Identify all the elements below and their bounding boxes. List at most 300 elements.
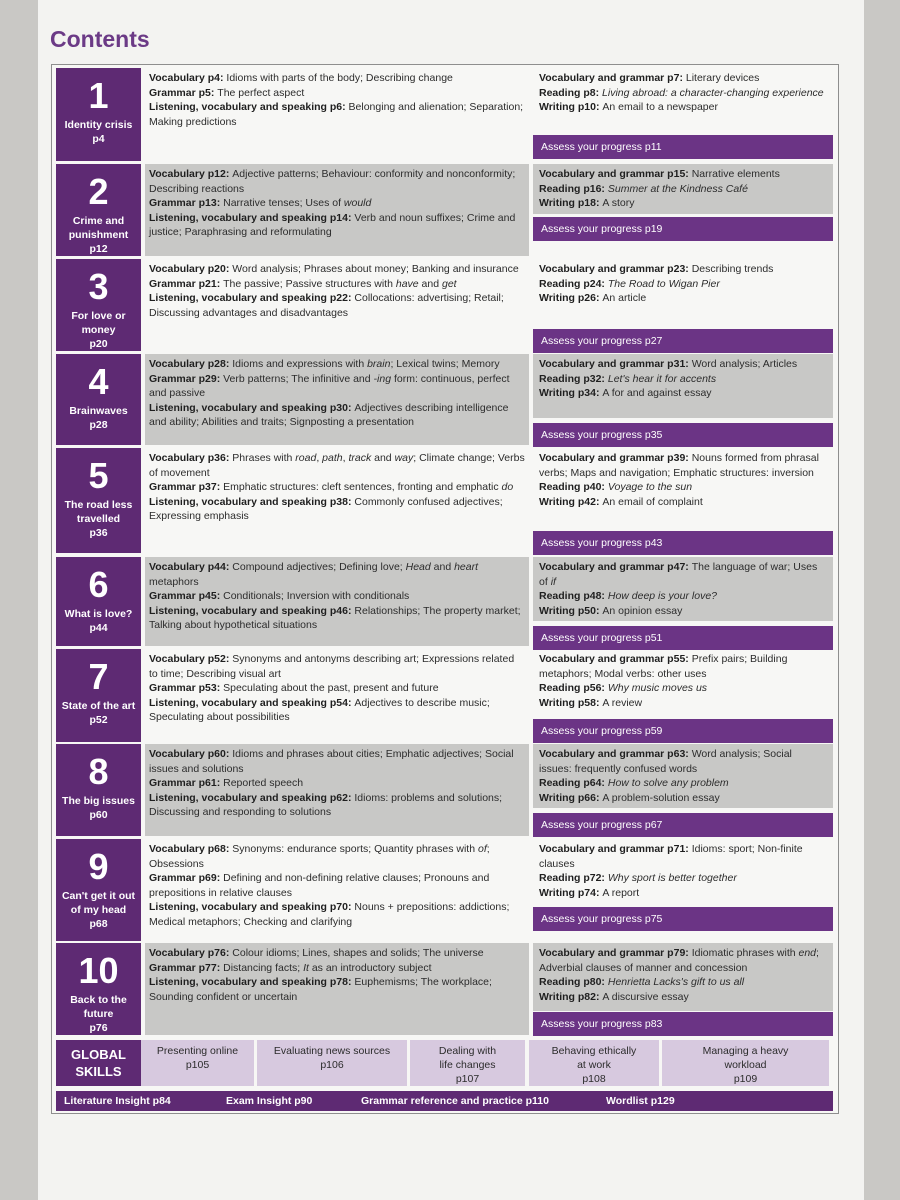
topic-text: An email of complaint: [602, 495, 703, 508]
section-heading: Grammar p13:: [149, 197, 224, 209]
content-line: [149, 211, 525, 240]
section-heading: Grammar p45:: [149, 590, 224, 602]
content-line: [149, 776, 525, 791]
unit-row: [56, 68, 833, 161]
unit-number-block[interactable]: [56, 943, 141, 1035]
content-line: [149, 277, 525, 292]
topic-text: Word analysis; Phrases about money; Banking and insurance: [232, 263, 519, 275]
topic-text: ; Climate change; Verbs of movement: [149, 452, 525, 479]
section-heading: Vocabulary p12:: [149, 168, 233, 180]
unit-right-content: [533, 744, 833, 808]
content-line: [149, 975, 525, 1004]
unit-number: 1: [88, 75, 109, 116]
topic-text: Narrative tenses; Uses of: [223, 197, 344, 209]
section-heading: Vocabulary and grammar p15:: [539, 168, 692, 180]
footer-item-exam-insight[interactable]: Exam Insight p90: [226, 1095, 313, 1107]
unit-right-content: [533, 354, 833, 418]
section-heading: Writing p58:: [539, 696, 603, 709]
topic-text: The language of war; Uses of: [539, 561, 818, 588]
content-line: [539, 747, 827, 776]
section-heading: Listening, vocabulary and speaking p46:: [149, 604, 355, 617]
unit-page: p4: [92, 133, 105, 145]
content-line: [539, 886, 827, 901]
section-heading: Reading p24:: [539, 277, 608, 290]
section-heading: Listening, vocabulary and speaking p30:: [149, 401, 355, 414]
section-heading: Grammar p69:: [149, 872, 224, 884]
content-line: [149, 291, 525, 320]
topic-text: Prefix pairs; Building metaphors; Modal verbs: other uses: [539, 653, 788, 680]
unit-left-content: [145, 744, 529, 836]
section-heading: Writing p10:: [539, 101, 603, 113]
section-heading: Listening, vocabulary and speaking p38:: [149, 495, 355, 508]
content-line: [539, 480, 827, 495]
unit-row: [56, 164, 833, 256]
unit-right-content: [533, 649, 833, 717]
global-skills-label: GLOBAL SKILLS: [56, 1040, 141, 1086]
content-line: [149, 747, 525, 776]
content-line: [149, 791, 525, 820]
topic-text: A for and against essay: [602, 387, 712, 399]
section-heading: Writing p50:: [539, 604, 603, 617]
content-line: [149, 696, 525, 725]
section-heading: Reading p64:: [539, 777, 608, 789]
topic-text: Emphatic structures: cleft sentences, fronting and emphatic: [223, 481, 502, 493]
unit-title: Can't get it out of my head: [61, 890, 136, 916]
assess-progress-bar[interactable]: Assess your progress p83: [533, 1012, 833, 1036]
content-line: [539, 791, 827, 806]
italic-text: Why sport is better together: [607, 872, 737, 884]
content-line: [539, 696, 827, 711]
italic-text: do: [501, 481, 514, 493]
section-heading: Vocabulary and grammar p47:: [539, 561, 692, 573]
unit-page: p60: [89, 809, 108, 821]
topic-text: Nouns formed from phrasal verbs; Maps and navigation; Emphatic structures: inversion: [539, 452, 819, 479]
unit-left-content: [145, 649, 529, 742]
topic-text: Commonly confused adjectives; Expressing emphasis: [149, 495, 503, 522]
topic-text: Idioms and expressions with: [232, 358, 368, 370]
topic-text: Belonging and alienation; Separation; Making predictions: [149, 101, 524, 128]
global-skill-title: Dealing with life changes: [438, 1045, 497, 1071]
section-heading: Reading p40:: [539, 481, 608, 493]
section-heading: Listening, vocabulary and speaking p78:: [149, 976, 355, 988]
section-heading: Listening, vocabulary and speaking p22:: [149, 292, 355, 304]
topic-text: A review: [602, 696, 643, 709]
content-line: [539, 196, 827, 211]
content-line: [149, 652, 525, 681]
italic-text: Summer at the Kindness Café: [607, 182, 748, 195]
unit-number: 5: [88, 455, 109, 496]
section-heading: Vocabulary p68:: [149, 843, 233, 855]
unit-number-block[interactable]: [56, 354, 141, 445]
section-heading: Grammar p61:: [149, 777, 224, 789]
italic-text: How deep is your love?: [607, 590, 718, 602]
unit-number-block[interactable]: [56, 649, 141, 742]
italic-text: if: [550, 575, 556, 588]
unit-title: The road less travelled: [64, 499, 133, 525]
section-heading: Vocabulary p76:: [149, 947, 233, 959]
content-line: [149, 495, 525, 524]
section-heading: Vocabulary p36:: [149, 452, 233, 464]
topic-text: Word analysis; Articles: [691, 358, 798, 370]
section-heading: Vocabulary p4:: [149, 72, 227, 84]
topic-text: Defining and non-defining relative clauses; Pronouns and prepositions in relative clauses: [149, 872, 490, 899]
italic-text: heart: [454, 561, 479, 573]
unit-number: 8: [88, 751, 109, 792]
topic-text: The perfect aspect: [217, 86, 305, 99]
global-skill-cell: [410, 1040, 525, 1086]
italic-text: path: [322, 452, 343, 464]
unit-number: 7: [88, 656, 109, 697]
content-line: [539, 451, 827, 480]
section-heading: Vocabulary p44:: [149, 561, 233, 573]
footer-item-literature-insight[interactable]: Literature Insight p84: [64, 1095, 171, 1107]
unit-number: 6: [88, 564, 109, 605]
content-line: [539, 776, 827, 791]
unit-right-content: [533, 164, 833, 214]
italic-text: Voyage to the sun: [607, 481, 693, 493]
unit-left-content: [145, 839, 529, 941]
section-heading: Vocabulary and grammar p7:: [539, 72, 686, 84]
section-heading: Grammar p53:: [149, 682, 224, 694]
italic-text: brain: [367, 358, 391, 370]
section-heading: Vocabulary p60:: [149, 748, 233, 760]
topic-text: A problem-solution essay: [602, 791, 720, 804]
topic-text: Nouns + prepositions: addictions; Medical metaphors; Checking and clarifying: [149, 901, 510, 928]
assess-progress-bar[interactable]: Assess your progress p43: [533, 531, 833, 555]
unit-number-block[interactable]: [56, 839, 141, 941]
content-line: [149, 961, 525, 976]
content-line: [149, 842, 525, 871]
unit-row: [56, 557, 833, 646]
assess-progress-bar[interactable]: Assess your progress p67: [533, 813, 833, 837]
italic-text: way: [394, 452, 414, 464]
section-heading: Vocabulary and grammar p55:: [539, 653, 692, 665]
section-heading: Vocabulary and grammar p79:: [539, 947, 692, 959]
unit-page: p20: [89, 338, 108, 350]
global-skill-cell: [529, 1040, 659, 1086]
section-heading: Grammar p37:: [149, 481, 224, 493]
content-line: [149, 86, 525, 101]
topic-text: Idiomatic phrases with: [691, 947, 799, 959]
unit-right-content: [533, 839, 833, 905]
topic-text: A report: [602, 886, 640, 899]
unit-page: p76: [89, 1022, 108, 1034]
content-line: [149, 357, 525, 372]
unit-title: Crime and punishment: [68, 215, 129, 241]
unit-number-block[interactable]: [56, 68, 141, 161]
topic-text: Describing trends: [691, 263, 774, 275]
unit-number: 4: [88, 361, 109, 402]
topic-text: Reported speech: [223, 777, 304, 789]
content-line: [539, 357, 827, 372]
unit-number-block[interactable]: [56, 259, 141, 351]
topic-text: Distancing facts;: [223, 961, 304, 974]
italic-text: The Road to Wigan Pier: [607, 277, 720, 290]
section-heading: Writing p34:: [539, 387, 603, 399]
content-line: [539, 71, 827, 86]
italic-text: Let's hear it for accents: [607, 372, 717, 385]
content-line: [149, 196, 525, 211]
content-line: [539, 652, 827, 681]
topic-text: An opinion essay: [602, 604, 683, 617]
global-skill-page: p106: [320, 1059, 344, 1071]
section-heading: Vocabulary and grammar p31:: [539, 358, 692, 370]
topic-text: The passive; Passive structures with: [223, 277, 396, 290]
italic-text: How to solve any problem: [607, 777, 729, 789]
topic-text: and: [430, 561, 455, 573]
unit-number: 10: [78, 950, 119, 991]
topic-text: Colour idioms; Lines, shapes and solids; The universe: [232, 947, 484, 959]
section-heading: Reading p8:: [539, 86, 603, 99]
content-line: [539, 871, 827, 886]
footer-item-grammar-reference[interactable]: Grammar reference and practice p110: [361, 1095, 549, 1107]
section-heading: Vocabulary p20:: [149, 263, 233, 275]
unit-row: [56, 649, 833, 742]
topic-text: Euphemisms; The workplace; Sounding confident or uncertain: [149, 976, 492, 1003]
content-line: [149, 589, 525, 604]
topic-text: Verb and noun suffixes; Crime and justice; Paraphrasing and reformulating: [149, 211, 516, 238]
unit-number-block[interactable]: [56, 164, 141, 256]
italic-text: Why music moves us: [607, 682, 708, 694]
topic-text: Idioms: problems and solutions; Discussing and responding to solutions: [149, 791, 503, 818]
unit-row: [56, 839, 833, 941]
topic-text: Idioms: sport; Non-finite clauses: [539, 843, 803, 870]
content-line: [149, 71, 525, 86]
section-heading: Writing p26:: [539, 292, 603, 304]
topic-text: Synonyms and antonyms describing art; Expressions related to time; Describing visual art: [149, 653, 515, 680]
content-line: [149, 401, 525, 430]
footer-bar: [56, 1091, 833, 1111]
topic-text: as an introductory subject: [308, 961, 432, 974]
topic-text: metaphors: [149, 575, 199, 588]
section-heading: Grammar p21:: [149, 277, 224, 290]
assess-progress-bar[interactable]: Assess your progress p35: [533, 423, 833, 447]
section-heading: Writing p66:: [539, 791, 603, 804]
unit-title: What is love?: [64, 608, 133, 620]
topic-text: Synonyms: endurance sports; Quantity phrases with: [232, 843, 478, 855]
topic-text: ; Lexical twins; Memory: [390, 358, 500, 370]
unit-left-content: [145, 557, 529, 646]
content-line: [539, 975, 827, 990]
italic-text: of: [477, 843, 487, 855]
content-line: [539, 495, 827, 510]
italic-text: end: [798, 947, 817, 959]
unit-row: [56, 744, 833, 836]
topic-text: form: continuous, perfect and passive: [149, 372, 510, 399]
footer-item-wordlist[interactable]: Wordlist p129: [606, 1095, 675, 1107]
unit-right-content: [533, 68, 833, 136]
section-heading: Reading p72:: [539, 872, 608, 884]
italic-text: Living abroad: a character-changing experience: [602, 86, 824, 99]
page-title: Contents: [50, 26, 150, 52]
unit-left-content: [145, 943, 529, 1035]
assess-progress-bar[interactable]: Assess your progress p19: [533, 217, 833, 241]
section-heading: Vocabulary and grammar p39:: [539, 452, 692, 464]
topic-text: A discursive essay: [602, 990, 689, 1003]
topic-text: Speculating about the past, present and future: [223, 682, 439, 694]
section-heading: Reading p56:: [539, 682, 608, 694]
topic-text: Idioms with parts of the body; Describing change: [226, 72, 453, 84]
content-line: [149, 372, 525, 401]
content-line: [539, 560, 827, 589]
unit-row: [56, 259, 833, 351]
global-skill-page: p109: [733, 1073, 758, 1085]
content-line: [149, 946, 525, 961]
section-heading: Vocabulary and grammar p71:: [539, 843, 692, 855]
section-heading: Writing p18:: [539, 197, 603, 209]
content-line: [539, 681, 827, 696]
italic-text: track: [348, 452, 372, 464]
global-skill-page: p107: [455, 1073, 480, 1085]
content-line: [149, 480, 525, 495]
global-skill-cell: [257, 1040, 407, 1086]
section-heading: Reading p32:: [539, 372, 608, 385]
topic-text: Word analysis; Social issues: frequently confused words: [539, 748, 792, 775]
section-heading: Writing p82:: [539, 990, 603, 1003]
unit-number-block[interactable]: [56, 557, 141, 646]
unit-left-content: [145, 68, 529, 161]
section-heading: Listening, vocabulary and speaking p62:: [149, 791, 355, 804]
topic-text: Narrative elements: [691, 168, 780, 180]
italic-text: would: [343, 197, 372, 209]
topic-text: Compound adjectives; Defining love;: [232, 561, 406, 573]
unit-number: 2: [88, 171, 109, 212]
topic-text: Collocations: advertising; Retail; Discussing advantages and disadvantages: [149, 292, 504, 319]
unit-right-content: [533, 259, 833, 325]
content-line: [539, 842, 827, 871]
content-line: [539, 372, 827, 387]
topic-text: Verb patterns; The infinitive and: [223, 372, 374, 385]
content-line: [539, 589, 827, 604]
section-heading: Vocabulary p28:: [149, 358, 233, 370]
section-heading: Reading p48:: [539, 590, 608, 602]
unit-title: Back to the future: [70, 994, 127, 1020]
topic-text: ; Adverbial clauses of manner and concession: [539, 947, 819, 974]
global-skill-cell: [141, 1040, 254, 1086]
topic-text: Adjectives describing intelligence and ability; Abilities and traits; Signposting a presentation: [149, 401, 509, 428]
topic-text: Phrases with: [232, 452, 296, 464]
unit-row: [56, 448, 833, 553]
italic-text: road: [295, 452, 317, 464]
unit-number: 9: [88, 846, 109, 887]
unit-left-content: [145, 259, 529, 351]
section-heading: Grammar p5:: [149, 86, 218, 99]
content-line: [539, 946, 827, 975]
content-line: [149, 262, 525, 277]
global-skill-title: Evaluating news sources: [273, 1045, 391, 1057]
assess-progress-bar[interactable]: Assess your progress p51: [533, 626, 833, 650]
content-line: [539, 277, 827, 292]
content-line: [539, 990, 827, 1005]
section-heading: Reading p80:: [539, 976, 608, 988]
content-line: [149, 451, 525, 480]
section-heading: Vocabulary and grammar p63:: [539, 748, 692, 760]
global-skill-title: Presenting online: [156, 1045, 239, 1057]
content-line: [539, 262, 827, 277]
global-skill-page: p105: [185, 1059, 210, 1071]
assess-progress-bar[interactable]: Assess your progress p27: [533, 329, 833, 353]
content-line: [149, 560, 525, 589]
unit-page: p12: [89, 243, 108, 255]
unit-title: Brainwaves: [69, 405, 128, 417]
unit-left-content: [145, 354, 529, 445]
content-line: [539, 386, 827, 401]
unit-title: The big issues: [62, 795, 135, 807]
unit-page: p52: [89, 714, 108, 726]
section-heading: Reading p16:: [539, 182, 608, 195]
topic-text: and: [371, 452, 395, 464]
section-heading: Listening, vocabulary and speaking p14:: [149, 211, 355, 224]
content-line: [539, 100, 827, 115]
topic-text: Conditionals; Inversion with conditionals: [223, 590, 410, 602]
topic-text: Adjective patterns; Behaviour: conformity and nonconformity; Describing reactions: [149, 168, 516, 195]
section-heading: Listening, vocabulary and speaking p54:: [149, 696, 355, 709]
contents-table: [51, 64, 839, 1114]
content-line: [149, 100, 525, 129]
italic-text: It: [303, 961, 309, 974]
unit-title: For love or money: [71, 310, 126, 336]
section-heading: Listening, vocabulary and speaking p6:: [149, 101, 349, 113]
topic-text: Adjectives to describe music; Speculating about possibilities: [149, 696, 490, 723]
global-skill-cell: [662, 1040, 829, 1086]
content-line: [539, 291, 827, 306]
section-heading: Vocabulary p52:: [149, 653, 233, 665]
assess-progress-bar[interactable]: Assess your progress p11: [533, 135, 833, 159]
italic-text: have: [395, 277, 419, 290]
topic-text: ; Obsessions: [149, 843, 490, 870]
unit-title: Identity crisis: [64, 119, 133, 131]
section-heading: Vocabulary and grammar p23:: [539, 263, 692, 275]
content-line: [149, 604, 525, 633]
unit-number-block[interactable]: [56, 744, 141, 836]
content-line: [539, 182, 827, 197]
section-heading: Grammar p77:: [149, 961, 224, 974]
italic-text: get: [442, 277, 457, 290]
unit-page: p36: [89, 527, 108, 539]
content-line: [539, 167, 827, 182]
unit-right-content: [533, 943, 833, 1011]
topic-text: A story: [602, 197, 635, 209]
topic-text: An email to a newspaper: [602, 101, 718, 113]
section-heading: Writing p74:: [539, 886, 603, 899]
unit-number: 3: [88, 266, 109, 307]
content-line: [149, 900, 525, 929]
topic-text: Relationships; The property market; Talking about hypothetical situations: [149, 604, 521, 631]
unit-left-content: [145, 164, 529, 256]
assess-progress-bar[interactable]: Assess your progress p59: [533, 719, 833, 743]
unit-row: [56, 354, 833, 445]
section-heading: Writing p42:: [539, 495, 603, 508]
unit-right-content: [533, 557, 833, 621]
unit-page: p44: [89, 622, 108, 634]
content-line: [149, 167, 525, 196]
topic-text: An article: [602, 292, 647, 304]
section-heading: Listening, vocabulary and speaking p70:: [149, 901, 355, 913]
content-line: [149, 681, 525, 696]
global-skill-title: Managing a heavy workload: [702, 1045, 789, 1071]
assess-progress-bar[interactable]: Assess your progress p75: [533, 907, 833, 931]
unit-page: p68: [89, 918, 108, 930]
italic-text: -ing: [373, 372, 392, 385]
unit-title: State of the art: [61, 700, 136, 712]
unit-row: [56, 943, 833, 1035]
unit-page: p28: [89, 419, 108, 431]
italic-text: Head: [405, 561, 431, 573]
content-line: [539, 604, 827, 619]
section-heading: Grammar p29:: [149, 372, 224, 385]
unit-number-block[interactable]: [56, 448, 141, 553]
global-skill-title: Behaving ethically at work: [551, 1045, 637, 1071]
